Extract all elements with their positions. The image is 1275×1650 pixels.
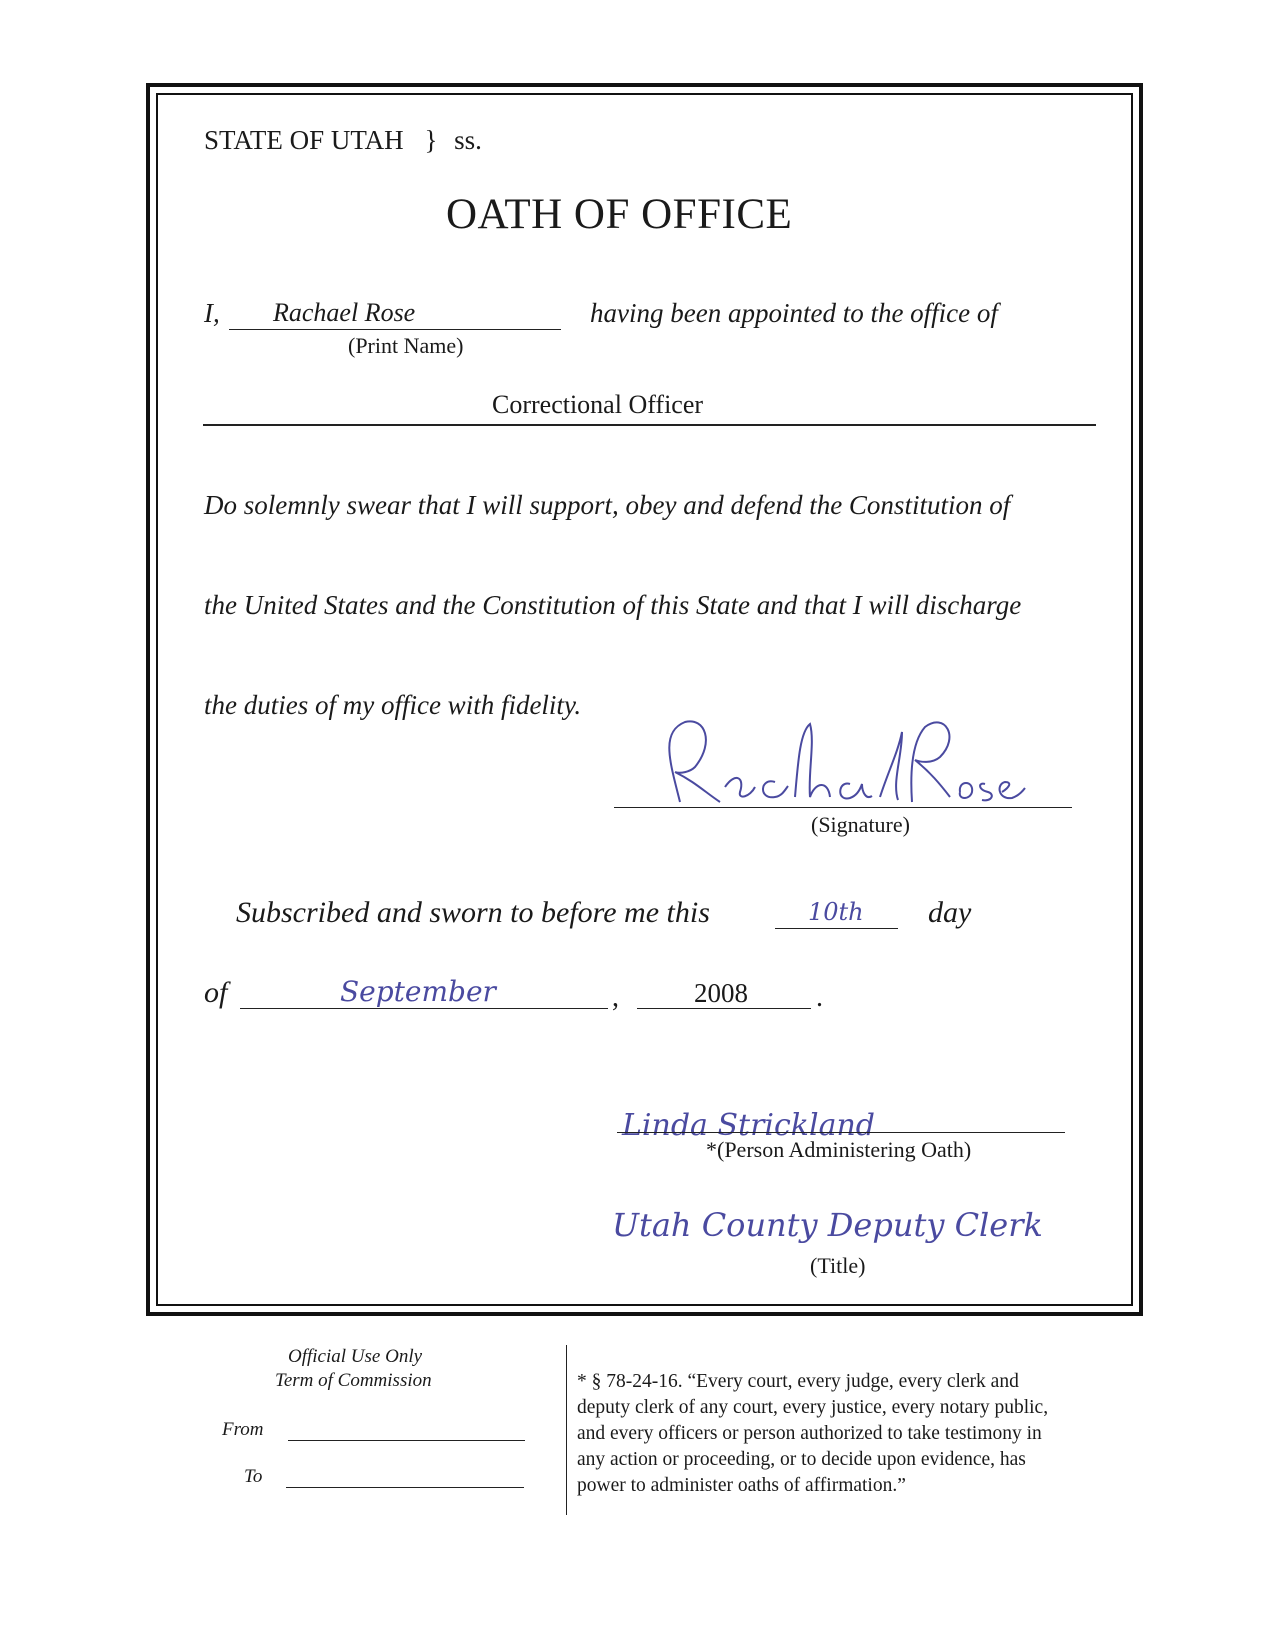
footnote-line-2: deputy clerk of any court, every justice, every notary public, [577,1397,1049,1418]
from-line [288,1440,525,1441]
term-of-commission: Term of Commission [275,1370,432,1391]
print-name-line [229,329,561,330]
office-line [203,424,1096,426]
state-name: STATE OF UTAH [204,125,404,155]
to-label: To [244,1466,263,1487]
of-word: of [204,976,228,1009]
signature-handwriting [640,712,1040,812]
oath-line-1: Do solemnly swear that I will support, obey and defend the Constitution of [204,490,1011,520]
appointment-prefix: I, [204,298,220,328]
day-value: 10th [808,898,864,926]
date-period: . [816,982,823,1013]
year-value: 2008 [694,978,748,1008]
sworn-text: Subscribed and sworn to before me this [236,896,710,929]
administrator-line [617,1132,1065,1133]
official-use-heading: Official Use Only [288,1346,423,1367]
administrator-caption: *(Person Administering Oath) [706,1137,972,1162]
appointment-suffix: having been appointed to the office of [590,298,998,328]
page-title: OATH OF OFFICE [446,191,793,238]
office-value: Correctional Officer [492,390,704,419]
date-comma: , [612,982,619,1013]
day-line [775,928,898,929]
footnote-line-5: power to administer oaths of affirmation.” [577,1475,906,1496]
ss-abbrev: ss. [454,125,482,155]
footer-divider [566,1345,567,1515]
footnote-line-1: * § 78-24-16. “Every court, every judge, every clerk and [577,1371,1019,1392]
footnote-line-4: any action or proceeding, or to decide upon evidence, has [577,1449,1026,1470]
state-heading [204,125,482,156]
title-handwriting: Utah County Deputy Clerk [612,1206,1043,1244]
oath-line-2: the United States and the Constitution of this State and that I will discharge [204,590,1022,620]
title-caption: (Title) [810,1253,866,1278]
month-value: September [340,975,496,1008]
administrator-signature: Linda Strickland [622,1108,875,1143]
from-label: From [222,1419,264,1440]
month-line [240,1008,608,1009]
print-name-value: Rachael Rose [273,298,416,327]
year-line [637,1008,811,1009]
footnote-line-3: and every officers or person authorized to take testimony in [577,1423,1042,1444]
day-word: day [928,896,972,929]
brace: } [424,125,438,155]
oath-line-3: the duties of my office with fidelity. [204,690,582,720]
signature-line [614,807,1072,808]
to-line [286,1487,524,1488]
signature-caption: (Signature) [811,812,910,837]
print-name-caption: (Print Name) [348,333,464,358]
